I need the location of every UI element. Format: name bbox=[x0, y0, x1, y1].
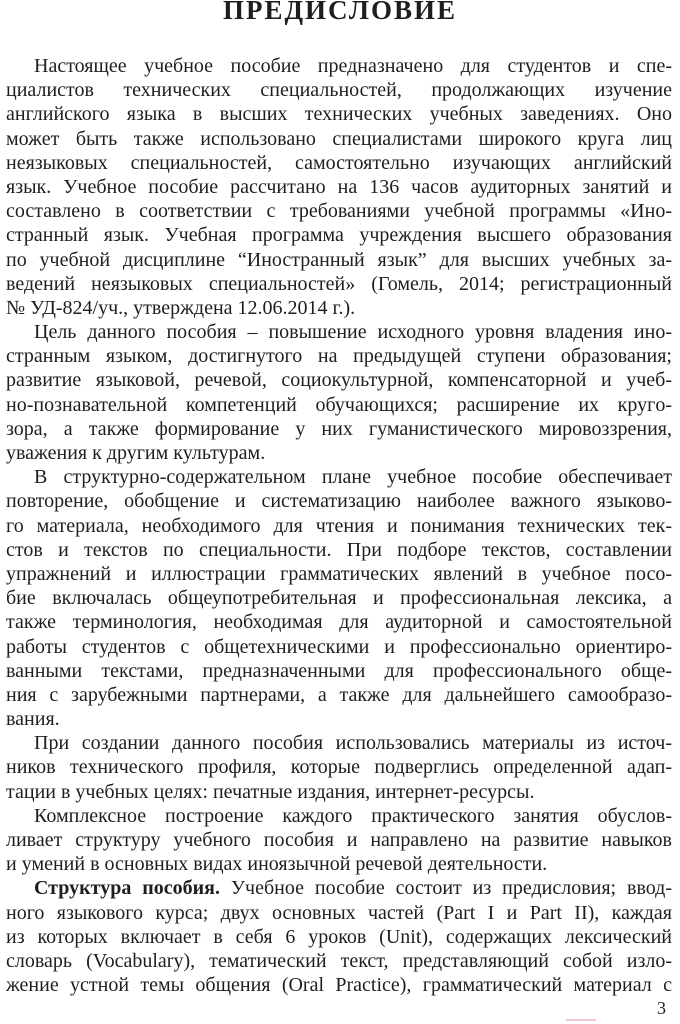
text-line: ников технического профиля, которые подверглись определенной адап- bbox=[6, 756, 672, 779]
text-line: ного языкового курса; двух основных частей (Part I и Part II), каждая bbox=[6, 901, 672, 924]
text-line: язык. Учебное пособие рассчитано на 136 часов аудиторных занятий и bbox=[6, 175, 672, 198]
text-line: упражнений и иллюстрации грамматических явлений в учебное посо- bbox=[6, 562, 672, 585]
text-line: бие включалась общеупотребительная и профессиональная лексика, а bbox=[6, 587, 672, 610]
text-line: Цель данного пособия – повышение исходного уровня владения ино- bbox=[34, 321, 672, 344]
text-line: может быть также использовано специалистами широкого круга лиц bbox=[6, 127, 672, 150]
text-line: Настоящее учебное пособие предназначено для студентов и спе- bbox=[34, 55, 672, 77]
text-line: из которых включает в себя 6 уроков (Unit), содержащих лексический bbox=[6, 925, 672, 948]
text-line: циалистов технических специальностей, продолжающих изучение bbox=[6, 79, 672, 102]
text-line: и умений в основных видах иноязычной речевой деятельности. bbox=[6, 853, 548, 876]
text-line: жение устной темы общения (Oral Practice), грамматический материал с bbox=[6, 974, 672, 997]
text-line: Комплексное построение каждого практического занятия обуслов- bbox=[34, 804, 672, 827]
text-line: работы студентов с общетехническими и профессионально ориентиро- bbox=[6, 635, 672, 658]
text-line: го материала, необходимого для чтения и понимания технических тек- bbox=[6, 514, 672, 537]
text-line: странный язык. Учебная программа учреждения высшего образования bbox=[6, 224, 672, 247]
text-line: № УД-824/уч., утверждена 12.06.2014 г.). bbox=[6, 296, 356, 319]
text-fragment: Учебное пособие состоит из предисловия; ввод- bbox=[230, 877, 673, 900]
page-title: ПРЕДИСЛОВИЕ bbox=[222, 0, 458, 25]
text-line: английского языка в высших технических учебных заведениях. Оно bbox=[6, 103, 672, 126]
text-line: странным языком, достигнутого на предыдущей ступени образования; bbox=[6, 345, 672, 368]
text-line: ливает структуру учебного пособия и направлено на развитие навыков bbox=[6, 829, 672, 851]
text-line: ведений неязыковых специальностей» (Гомель, 2014; регистрационный bbox=[6, 272, 672, 295]
footer-mark bbox=[566, 1019, 596, 1021]
text-line: стов и текстов по специальности. При подборе текстов, составлении bbox=[6, 538, 672, 561]
text-line: неязыковых специальностей, самостоятельно изучающих английский bbox=[6, 151, 672, 174]
text-line: повторение, обобщение и систематизацию наиболее важного языково- bbox=[6, 490, 672, 513]
page-number: 3 bbox=[657, 998, 666, 1018]
text-line: При создании данного пособия использовались материалы из источ- bbox=[34, 732, 672, 755]
text-line: по учебной дисциплине “Иностранный язык” для высших учебных за- bbox=[6, 248, 672, 271]
text-line: вания. bbox=[6, 708, 60, 731]
text-line: уважения к другим культурам. bbox=[6, 442, 266, 464]
section-heading: Структура пособия. bbox=[34, 877, 220, 900]
text-line: ния с зарубежными партнерами, а также для дальнейшего самообразо- bbox=[6, 683, 672, 706]
text-line: но-познавательной компетенций обучающихся; расширение их кругo- bbox=[6, 393, 672, 416]
text-line: зора, а также формирование у них гуманистического мировоззрения, bbox=[6, 417, 672, 440]
body-text bbox=[6, 54, 672, 997]
text-line: В структурно-содержательном плане учебное пособие обеспечивает bbox=[34, 466, 672, 489]
text-line: развитие языковой, речевой, социокультурной, компенсаторной и учеб- bbox=[6, 369, 672, 392]
text-line bbox=[6, 876, 672, 900]
text-line: составлено в соответствии с требованиями учебной программы «Ино- bbox=[6, 200, 672, 223]
text-line: тации в учебных целях: печатные издания, интернет-ресурсы. bbox=[6, 780, 535, 803]
text-line: словарь (Vocabulary), тематический текст, представляющий собой изло- bbox=[6, 949, 672, 972]
text-line: также терминология, необходимая для аудиторной и самостоятельной bbox=[6, 611, 672, 634]
text-line: ванными текстами, предназначенными для профессионального обще- bbox=[6, 659, 672, 682]
